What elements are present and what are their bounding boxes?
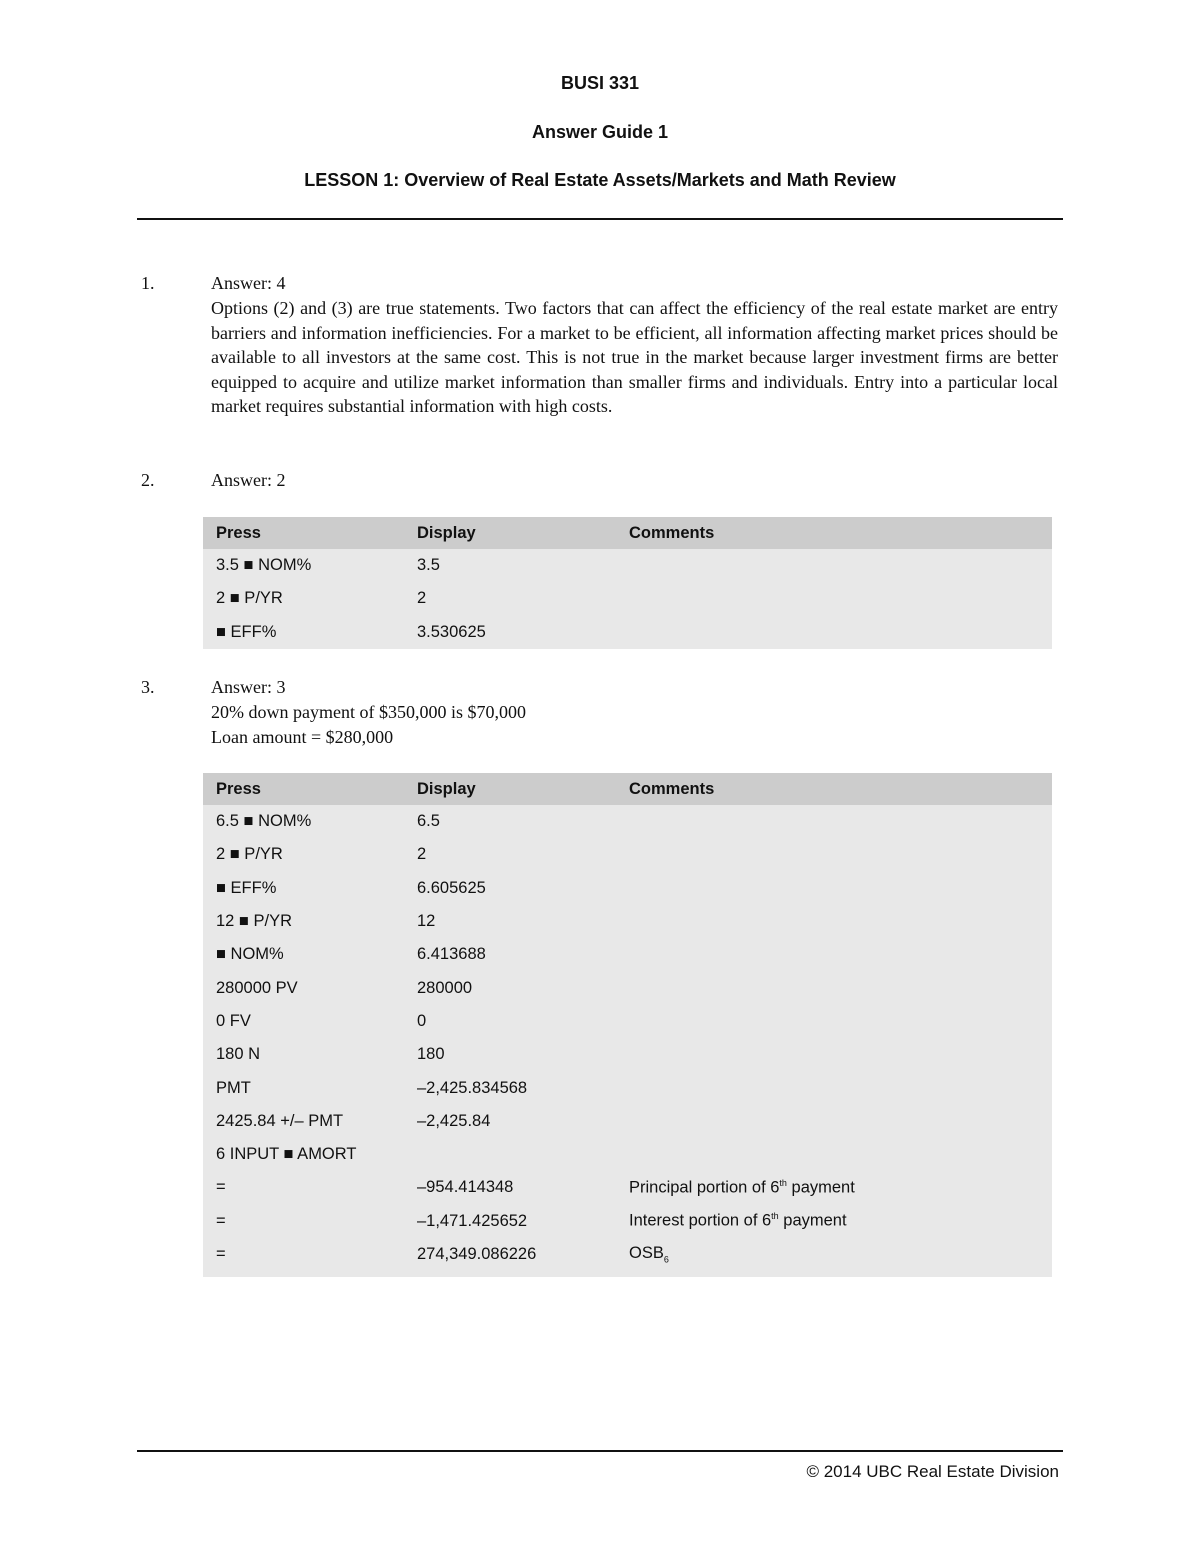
press-cell: 6.5 ■ NOM% [216,812,312,831]
table-row [203,938,1052,971]
comment-cell-interest [616,1205,1052,1238]
press-header: Press [203,517,404,549]
comments-header: Comments [616,517,1052,549]
display-cell: 3.530625 [417,622,486,641]
press-cell: = [216,1245,226,1263]
comments-header: Comments [616,773,1052,805]
display-cell: 0 [417,1011,427,1030]
table-row [203,805,1052,838]
table-row [203,971,1052,1004]
press-cell: 2 ■ P/YR [216,845,283,864]
question-2-number: 2. [141,470,155,490]
comment-cell [616,872,1052,905]
comment-cell [616,582,1052,615]
comment-cell [616,805,1052,838]
lesson-title: LESSON 1: Overview of Real Estate Assets/Markets and Math Review [304,170,896,190]
question-3-loan-amount: Loan amount = $280,000 [211,727,394,747]
comment-cell [616,905,1052,938]
question-3-calculator-table [203,773,1052,1277]
table-row [203,872,1052,905]
comment-cell [616,616,1052,649]
table-row [203,1071,1052,1104]
comment-text: Principal portion of 6 [629,1178,780,1197]
table-row [203,1171,1052,1204]
comment-text: payment [778,1211,847,1230]
question-3-down-payment: 20% down payment of $350,000 is $70,000 [211,702,526,722]
table-row [203,1138,1052,1171]
comment-text: OSB [629,1244,664,1263]
display-header: Display [404,773,616,805]
question-1-answer: Answer: 4 [211,273,286,293]
display-cell: –954.414348 [417,1178,514,1197]
display-cell: 280000 [417,978,473,997]
comment-text: payment [786,1178,855,1197]
press-cell: 0 FV [216,1011,251,1030]
comment-cell [616,1005,1052,1038]
press-cell: ■ NOM% [216,945,284,964]
osb-subscript: 6 [663,1254,669,1265]
table-row [203,1105,1052,1138]
table-bottom-padding [203,1271,1052,1277]
comment-cell [616,838,1052,871]
table-row [203,838,1052,871]
header-divider [137,218,1063,220]
course-code: BUSI 331 [560,73,640,93]
copyright-footer: © 2014 UBC Real Estate Division [806,1462,1059,1481]
press-header: Press [203,773,404,805]
press-cell: 12 ■ P/YR [216,912,292,931]
ordinal-suffix: th [779,1178,787,1189]
comment-text: Interest portion of 6 [629,1211,772,1230]
comment-cell [616,1138,1052,1171]
table-header-row [203,517,1052,549]
question-2-calculator-table [203,517,1052,649]
display-cell: 2 [417,845,427,864]
press-cell: 6 INPUT ■ AMORT [216,1145,357,1164]
comment-cell [616,938,1052,971]
display-cell: 2 [417,589,427,608]
press-cell: PMT [216,1078,251,1097]
comment-cell [616,549,1052,582]
table-header-row [203,773,1052,805]
press-cell: ■ EFF% [216,622,277,641]
question-3-number: 3. [141,677,155,697]
guide-title: Answer Guide 1 [531,122,669,142]
question-3-answer: Answer: 3 [211,677,286,697]
question-2-answer: Answer: 2 [211,470,286,490]
display-cell [404,1138,616,1171]
footer-divider [137,1450,1063,1452]
press-cell: 180 N [216,1045,261,1064]
comment-cell [616,1071,1052,1104]
press-cell: = [216,1178,226,1197]
press-cell: = [216,1211,226,1230]
display-header: Display [404,517,616,549]
press-cell: ■ EFF% [216,878,277,897]
press-cell: 3.5 ■ NOM% [216,556,312,575]
comment-cell-osb [616,1238,1052,1271]
table-row [203,616,1052,649]
question-1-explanation: Options (2) and (3) are true statements. Two factors that can affect the efficiency of the real estate market are entry barriers and information inefficiencies. For a market to be efficient, all information affecting market prices should be available to all investors at the same cost. This is not true in the market because larger investment firms are better equipped to acquire and utilize market information than smaller firms and individuals. Entry into a particular local market requires substantial information with high costs. [211,298,1058,417]
comment-cell [616,1105,1052,1138]
table-row [203,1038,1052,1071]
press-cell: 280000 PV [216,978,298,997]
display-cell: 6.5 [417,812,440,831]
table-row [203,582,1052,615]
display-cell: 180 [417,1045,445,1064]
display-cell: –2,425.834568 [417,1078,528,1097]
display-cell: –1,471.425652 [417,1211,528,1230]
table-row [203,1205,1052,1238]
display-cell: 12 [417,912,436,931]
question-1-number: 1. [141,273,155,293]
table-row [203,1238,1052,1271]
display-cell: –2,425.84 [417,1111,491,1130]
comment-cell [616,971,1052,1004]
press-cell: 2425.84 +/– PMT [216,1111,344,1130]
display-cell: 3.5 [417,556,440,575]
press-cell: 2 ■ P/YR [216,589,283,608]
display-cell: 6.413688 [417,945,486,964]
comment-cell [616,1038,1052,1071]
ordinal-suffix: th [771,1211,779,1222]
display-cell: 6.605625 [417,878,486,897]
display-cell: 274,349.086226 [417,1245,537,1263]
table-row [203,1005,1052,1038]
comment-cell-principal [616,1171,1052,1204]
table-row [203,549,1052,582]
table-row [203,905,1052,938]
